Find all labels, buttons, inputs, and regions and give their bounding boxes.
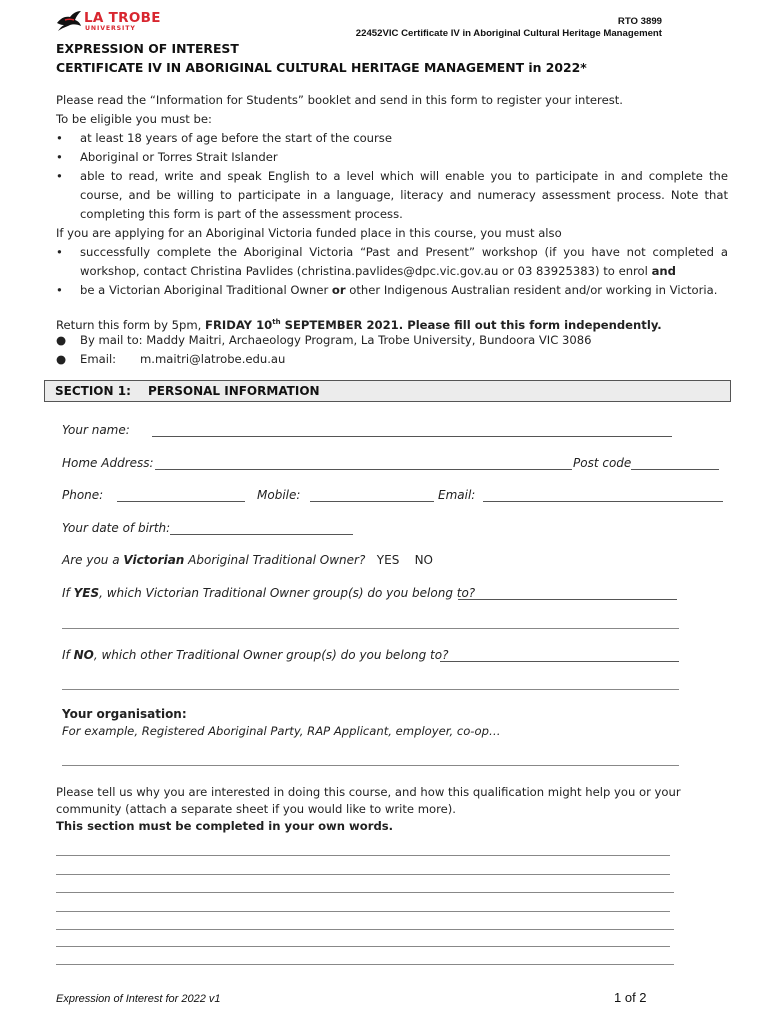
name-label: Your name: xyxy=(62,423,130,437)
address-label: Home Address: xyxy=(62,456,154,470)
footer-document-title: Expression of Interest for 2022 v1 xyxy=(56,993,221,1005)
bullet: • xyxy=(56,169,63,183)
la-trobe-logo xyxy=(56,9,166,35)
list-item: • at least 18 years of age before the start of the course xyxy=(56,129,728,148)
eligibility-list xyxy=(56,129,728,224)
why-input-line[interactable] xyxy=(56,964,674,965)
why-prompt-1: Please tell us why you are interested in doing this course, and how this qualification might help you or your xyxy=(56,785,681,799)
mobile-label: Mobile: xyxy=(257,488,301,502)
mail-address: By mail to: Maddy Maitri, Archaeology Program, La Trobe University, Bundoora VIC 3086 xyxy=(80,333,592,347)
logo-wordmark: LA TROBE xyxy=(84,10,161,26)
section-number: SECTION 1: xyxy=(55,384,131,398)
why-input-line[interactable] xyxy=(56,892,674,893)
why-input-line[interactable] xyxy=(56,855,670,856)
if-no-input-line[interactable] xyxy=(440,661,679,662)
funded-intro: If you are applying for an Aboriginal Victoria funded place in this course, you must also xyxy=(56,226,562,240)
contact-email: m.maitri@latrobe.edu.au xyxy=(140,352,286,366)
mobile-input-line[interactable] xyxy=(310,501,434,502)
list-item: ● By mail to: Maddy Maitri, Archaeology Program, La Trobe University, Bundoora VIC 3086 xyxy=(56,333,592,347)
why-prompt-2: community (attach a separate sheet if you would like to write more). xyxy=(56,802,456,816)
dob-input-line[interactable] xyxy=(170,534,353,535)
page-number: 1 of 2 xyxy=(614,990,647,1005)
return-list xyxy=(56,331,592,369)
form-title: EXPRESSION OF INTEREST xyxy=(56,41,239,56)
list-item: ● Email: m.maitri@latrobe.edu.au xyxy=(56,352,286,366)
list-item: • Aboriginal or Torres Strait Islander xyxy=(56,148,728,167)
dob-label: Your date of birth: xyxy=(62,521,171,535)
list-item: • successfully complete the Aboriginal Victoria “Past and Present” workshop (if you have not completed a workshop, contact Christina Pavlides (christina.pavlides@dpc.vic.gov.au or 03 83925383) to enrol and xyxy=(56,245,728,278)
why-section xyxy=(56,784,681,835)
intro-paragraph: Please read the “Information for Students” booklet and send in this form to register your interest. xyxy=(56,93,623,107)
la-trobe-bird-icon xyxy=(56,9,82,33)
logo-subtitle: UNIVERSITY xyxy=(85,25,136,32)
postcode-input-line[interactable] xyxy=(631,469,719,470)
phone-input-line[interactable] xyxy=(117,501,245,502)
name-input-line[interactable] xyxy=(152,436,672,437)
phone-label: Phone: xyxy=(62,488,104,502)
organisation-label: Your organisation: xyxy=(62,707,187,721)
funded-list xyxy=(56,243,728,300)
eligibility-heading: To be eligible you must be: xyxy=(56,112,212,126)
organisation-example: For example, Registered Aboriginal Party, RAP Applicant, employer, co-op… xyxy=(62,724,501,738)
rto-number: RTO 3899 xyxy=(617,16,662,27)
address-input-line[interactable] xyxy=(155,469,572,470)
list-item: • be a Victorian Aboriginal Traditional Owner or other Indigenous Australian resident and/or working in Victoria. xyxy=(56,281,728,300)
if-yes-question: If YES, which Victorian Traditional Owner group(s) do you belong to? xyxy=(62,586,476,600)
email-label: Email: xyxy=(438,488,476,502)
why-input-line[interactable] xyxy=(56,929,674,930)
why-requirement: This section must be completed in your own words. xyxy=(56,819,394,833)
bullet: • xyxy=(56,283,63,297)
email-input-line[interactable] xyxy=(483,501,723,502)
list-item: • able to read, write and speak English to a level which will enable you to participate in and complete the course, and be willing to participate in a language, literacy and numeracy assessment process. Note that completing this form is part of the assessment process. xyxy=(56,169,728,221)
no-option[interactable]: NO xyxy=(414,553,433,567)
yes-option[interactable]: YES xyxy=(376,553,400,567)
why-input-line[interactable] xyxy=(56,911,670,912)
course-code: 22452VIC Certificate IV in Aboriginal Cultural Heritage Management xyxy=(355,28,662,39)
if-yes-input-line[interactable] xyxy=(458,599,677,600)
bullet: • xyxy=(56,150,63,164)
bullet: • xyxy=(56,245,63,259)
why-input-line[interactable] xyxy=(56,874,670,875)
section-title: PERSONAL INFORMATION xyxy=(148,384,320,398)
section-1-header xyxy=(44,380,731,402)
postcode-label: Post code xyxy=(573,456,632,470)
bullet: • xyxy=(56,131,63,145)
intro-section xyxy=(56,91,728,300)
why-input-line[interactable] xyxy=(56,946,670,947)
form-subtitle: CERTIFICATE IV IN ABORIGINAL CULTURAL HERITAGE MANAGEMENT in 2022* xyxy=(56,60,587,75)
if-no-input-line-2[interactable] xyxy=(62,689,679,690)
traditional-owner-question: Are you a Victorian Aboriginal Traditional Owner? YES NO xyxy=(62,553,433,567)
organisation-input-line[interactable] xyxy=(62,765,679,766)
if-no-question: If NO, which other Traditional Owner group(s) do you belong to? xyxy=(62,648,449,662)
return-instructions: Return this form by 5pm, FRIDAY 10th SEPTEMBER 2021. Please fill out this form independently. xyxy=(56,317,662,332)
if-yes-input-line-2[interactable] xyxy=(62,628,679,629)
